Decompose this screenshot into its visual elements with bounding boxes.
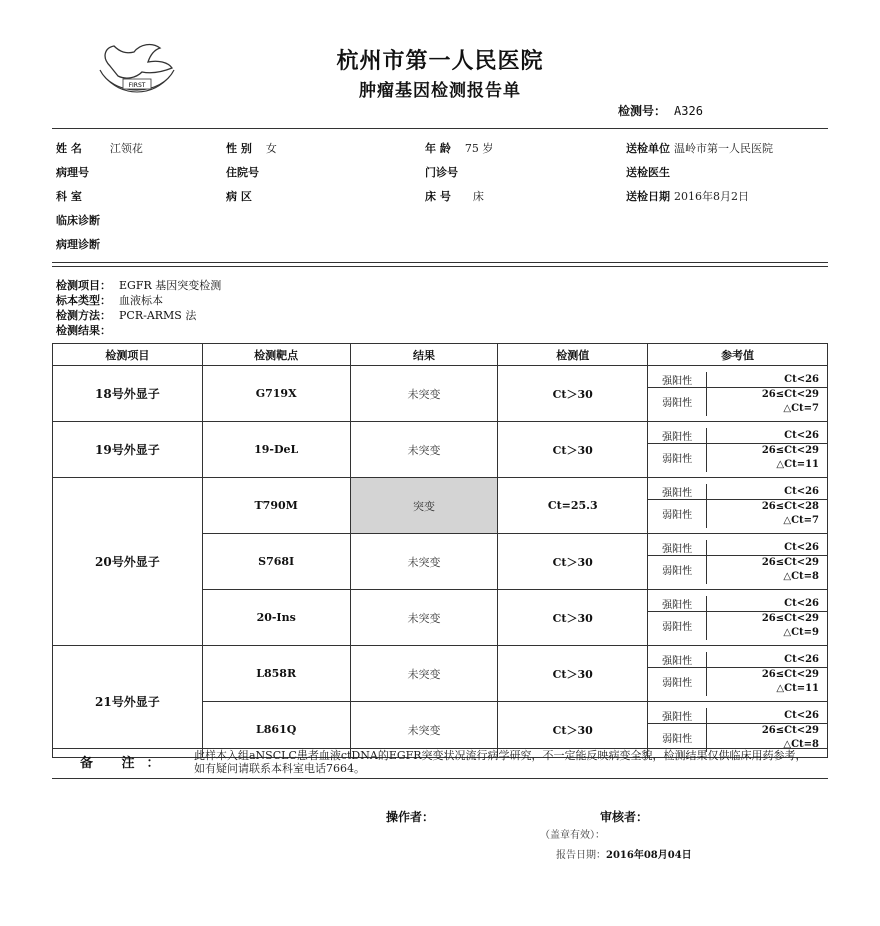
weak-positive-label: 弱阳性 <box>648 723 707 752</box>
weak-ct-range: 26≤Ct<29 <box>761 444 819 456</box>
strong-positive-label: 强阳性 <box>648 540 707 556</box>
reference-grid <box>648 708 827 752</box>
weak-positive-label: 弱阳性 <box>648 443 707 472</box>
result-cell: 未突变 <box>350 422 498 478</box>
target-cell: L858R <box>202 646 350 702</box>
result-cell: 突变 <box>350 478 498 534</box>
test-item-label: 检测项目： <box>56 279 111 292</box>
target-cell: T790M <box>202 478 350 534</box>
clinical-diagnosis-label: 临床诊断 <box>56 214 100 227</box>
test-method-value: PCR-ARMS 法 <box>119 309 197 322</box>
pathology-no-label: 病理号 <box>56 166 89 179</box>
weak-positive-label: 弱阳性 <box>648 555 707 584</box>
ward-label: 病 区 <box>226 190 252 203</box>
field-department <box>56 188 82 204</box>
field-ward <box>226 188 252 204</box>
weak-delta-ct: △Ct=11 <box>776 458 819 470</box>
date-label: 送检日期 <box>626 190 670 203</box>
weak-positive-value <box>707 499 827 528</box>
weak-positive-value <box>707 387 827 416</box>
header-test-item: 检测项目 <box>53 344 203 366</box>
strong-positive-value: Ct<26 <box>707 484 827 500</box>
name-value: 江领花 <box>109 142 143 155</box>
weak-ct-range: 26≤Ct<29 <box>761 668 819 680</box>
target-cell: 19-DeL <box>202 422 350 478</box>
weak-ct-range: 26≤Ct<29 <box>761 556 819 568</box>
inpatient-no-label: 住院号 <box>226 166 259 179</box>
weak-positive-label: 弱阳性 <box>648 667 707 696</box>
table-row <box>53 422 828 478</box>
table-header-row <box>53 344 828 366</box>
strong-positive-label: 强阳性 <box>648 484 707 500</box>
name-label: 姓 名 <box>56 142 82 155</box>
logo-banner-text: FIRST <box>128 82 146 89</box>
date-value: 2016年8月2日 <box>674 190 749 203</box>
field-inpatient-no <box>226 164 259 180</box>
strong-positive-value: Ct<26 <box>707 652 827 668</box>
reference-grid <box>648 372 827 416</box>
report-number-value: A326 <box>674 104 703 118</box>
test-item-value: EGFR 基因突变检测 <box>119 279 222 292</box>
field-bed <box>425 188 484 204</box>
pathology-diagnosis-label: 病理诊断 <box>56 238 100 251</box>
weak-positive-value <box>707 443 827 472</box>
value-cell: Ct＞30 <box>498 534 648 590</box>
report-date-value: 2016年08月04日 <box>606 850 692 861</box>
weak-positive-label: 弱阳性 <box>648 611 707 640</box>
strong-positive-value: Ct<26 <box>707 540 827 556</box>
sample-type <box>56 292 163 308</box>
reference-cell <box>648 534 828 590</box>
outpatient-no-label: 门诊号 <box>425 166 458 179</box>
note-bottom-divider <box>52 778 828 779</box>
weak-delta-ct: △Ct=9 <box>783 626 819 638</box>
result-cell: 未突变 <box>350 702 498 758</box>
department-label: 科 室 <box>56 190 82 203</box>
weak-positive-label: 弱阳性 <box>648 499 707 528</box>
weak-positive-value <box>707 667 827 696</box>
report-date-label: 报告日期： <box>556 850 606 861</box>
test-result-label: 检测结果： <box>56 324 111 337</box>
sex-value: 女 <box>265 142 277 155</box>
strong-positive-label: 强阳性 <box>648 428 707 444</box>
bed-label: 床 号 <box>425 190 451 203</box>
strong-positive-label: 强阳性 <box>648 372 707 388</box>
sex-label: 性 别 <box>226 142 252 155</box>
operator-label: 操作者： <box>386 810 435 824</box>
sample-type-label: 标本类型： <box>56 294 111 307</box>
weak-positive-label: 弱阳性 <box>648 387 707 416</box>
result-cell: 未突变 <box>350 534 498 590</box>
info-divider-1 <box>52 262 828 263</box>
field-pathology-diagnosis <box>56 236 100 252</box>
reference-cell <box>648 366 828 422</box>
value-cell: Ct=25.3 <box>498 478 648 534</box>
reviewer-label: 审核者： <box>600 810 649 824</box>
sample-type-value: 血液标本 <box>119 294 163 307</box>
test-method-label: 检测方法： <box>56 309 111 322</box>
field-clinical-diagnosis <box>56 212 100 228</box>
reference-cell <box>648 422 828 478</box>
field-date <box>626 188 749 204</box>
report-number <box>618 102 703 119</box>
reference-cell <box>648 646 828 702</box>
value-cell: Ct＞30 <box>498 590 648 646</box>
table-row <box>53 646 828 702</box>
target-cell: 20-Ins <box>202 590 350 646</box>
header-value: 检测值 <box>498 344 648 366</box>
report-title: 肿瘤基因检测报告单 <box>359 81 521 101</box>
result-cell: 未突变 <box>350 646 498 702</box>
field-doctor <box>626 164 670 180</box>
header-target: 检测靶点 <box>202 344 350 366</box>
field-unit <box>626 140 773 156</box>
value-cell: Ct＞30 <box>498 646 648 702</box>
strong-positive-value: Ct<26 <box>707 428 827 444</box>
test-result-heading <box>56 322 111 338</box>
target-cell: L861Q <box>202 702 350 758</box>
results-table <box>52 343 828 758</box>
field-sex <box>226 140 277 156</box>
weak-delta-ct: △Ct=7 <box>783 514 819 526</box>
reference-grid <box>648 428 827 472</box>
value-cell: Ct＞30 <box>498 366 648 422</box>
header-result: 结果 <box>350 344 498 366</box>
note-label: 备 注： <box>80 756 172 771</box>
weak-delta-ct: △Ct=8 <box>783 738 819 750</box>
weak-delta-ct: △Ct=11 <box>776 682 819 694</box>
info-divider-2 <box>52 266 828 267</box>
weak-ct-range: 26≤Ct<29 <box>761 388 819 400</box>
field-outpatient-no <box>425 164 458 180</box>
hospital-name: 杭州市第一人民医院 <box>336 48 544 74</box>
exon-cell: 21号外显子 <box>53 646 203 758</box>
doctor-label: 送检医生 <box>626 166 670 179</box>
strong-positive-value: Ct<26 <box>707 372 827 388</box>
header-reference: 参考值 <box>648 344 828 366</box>
field-pathology-no <box>56 164 89 180</box>
table-row <box>53 478 828 534</box>
unit-value: 温岭市第一人民医院 <box>674 142 773 155</box>
reference-grid <box>648 484 827 528</box>
exon-cell: 19号外显子 <box>53 422 203 478</box>
reference-grid <box>648 596 827 640</box>
report-date <box>556 846 692 861</box>
value-cell: Ct＞30 <box>498 702 648 758</box>
note-text: 此样本入组aNSCLC患者血液ctDNA的EGFR突变状况流行病学研究，不一定能反映病变全貌，检测结果仅供临床用药参考，如有疑问请联系本科室电话7664。 <box>194 749 807 775</box>
strong-positive-label: 强阳性 <box>648 596 707 612</box>
bed-value: 床 <box>472 190 484 203</box>
weak-positive-value <box>707 611 827 640</box>
test-method <box>56 307 196 323</box>
exon-cell: 20号外显子 <box>53 478 203 646</box>
value-cell: Ct＞30 <box>498 422 648 478</box>
reference-grid <box>648 652 827 696</box>
field-name <box>56 140 143 156</box>
exon-cell: 18号外显子 <box>53 366 203 422</box>
reference-grid <box>648 540 827 584</box>
strong-positive-value: Ct<26 <box>707 596 827 612</box>
result-cell: 未突变 <box>350 590 498 646</box>
weak-positive-value <box>707 555 827 584</box>
header-divider <box>52 128 828 129</box>
weak-ct-range: 26≤Ct<29 <box>761 612 819 624</box>
weak-delta-ct: △Ct=7 <box>783 402 819 414</box>
reference-cell <box>648 478 828 534</box>
table-row <box>53 366 828 422</box>
weak-ct-range: 26≤Ct<28 <box>761 500 819 512</box>
target-cell: S768I <box>202 534 350 590</box>
weak-ct-range: 26≤Ct<29 <box>761 724 819 736</box>
weak-delta-ct: △Ct=8 <box>783 570 819 582</box>
strong-positive-label: 强阳性 <box>648 652 707 668</box>
result-cell: 未突变 <box>350 366 498 422</box>
strong-positive-label: 强阳性 <box>648 708 707 724</box>
field-age <box>425 140 493 156</box>
seal-note: （盖章有效）： <box>540 830 605 841</box>
age-value: 75 岁 <box>464 142 494 155</box>
report-number-label: 检测号： <box>618 104 667 118</box>
unit-label: 送检单位 <box>626 142 670 155</box>
strong-positive-value: Ct<26 <box>707 708 827 724</box>
test-item <box>56 277 221 293</box>
reference-cell <box>648 590 828 646</box>
target-cell: G719X <box>202 366 350 422</box>
age-label: 年 龄 <box>425 142 451 155</box>
